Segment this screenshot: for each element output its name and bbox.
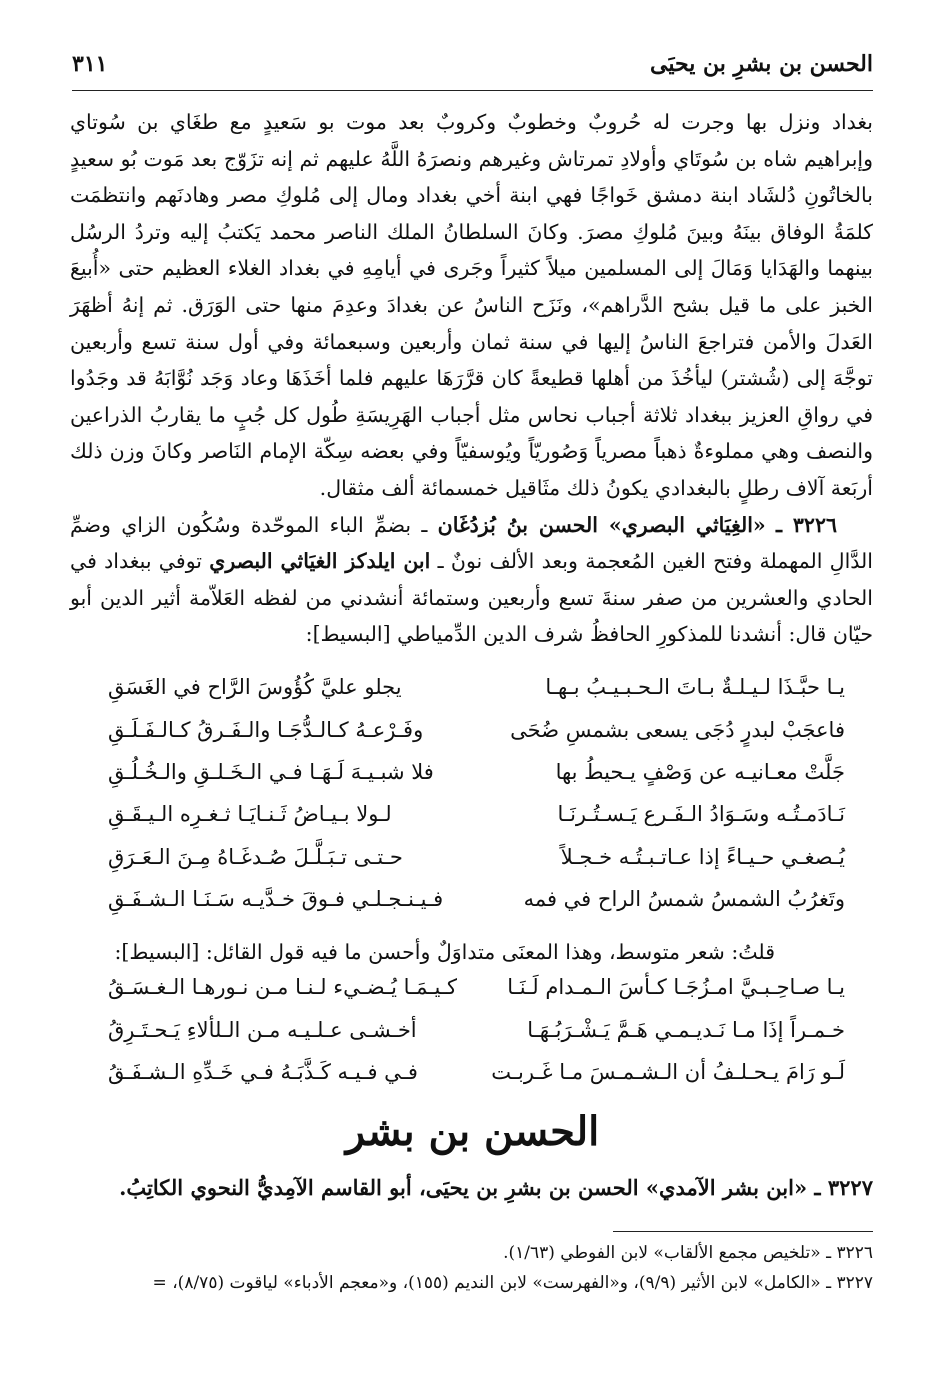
- main-text: [70, 104, 873, 653]
- comment: قلتُ: شعر متوسط، وهذا المعنَى متداوَلٌ وأحسن ما فيه قول القائل: [البسيط]:: [114, 940, 775, 964]
- verse-first-hemistich: وتَغرُبُ الشمسُ شمسُ الراح في فمه: [523, 887, 845, 912]
- verse-second-hemistich: حـتـى تـبَـلَّـلَ صُـدغَـاهُ مِـنَ الـعَـرَقِ: [108, 844, 403, 869]
- verse-first-hemistich: يـا حبَّـذَا لـيـلـةٌ بـاتَ الـحـبـيـبُ بـهـا: [545, 675, 845, 700]
- verse-second-hemistich: كـيـمَـا يُـضـيء لـنـا مـن نـورهـا الـغـسَـقُ: [108, 975, 457, 1000]
- entry-name: ابن ايلدكز الغيَاثي البصري: [209, 549, 431, 574]
- verse: [108, 966, 845, 1008]
- paragraph-1: بغداد ونزل بها وجرت له حُروبٌ وخطوبٌ وكروبٌ بعد موت بو سَعيدٍ مع طغَاي بن سُوتاي وإبراهيم شاه بن سُوتَاي وأولادِ تمرتاش وغيرهم ونصرَهُ اللَّهُ عليهم ثم إنه تزَوّج بعد مَوت بُو سعيدٍ بالخاتُونِ دُلشَاد ابنة دمشق خَواجًا فهي ابنة أخي بغداد ومال إلى مُلوكِ مصر وهادنَهم وانتظمَت كلمَةُ الوفاق بينَهُ وبينَ مُلوكِ مصرَ. وكانَ السلطانُ الملك الناصر محمد يَكتبُ إليه وتردُ الرسُل بينهما والهَدَايا وَمَالَ إلى المسلمين ميلاً كثيراً وجَرى في أيامِهِ في بغداد الغلاء العظيم حتى «أُبيعَ الخبز على ما قيل بشح الدَّراهم»، ونَزَح الناسُ عن بغدادَ وعدِمَ منها حتى الوَرَق. ثم إنهُ أظهَرَ العَدلَ والأمن فتراجعَ الناسُ إليها في سنة ثمان وأربعين وسبعمائة وفي أول سنة تسع وأربعين توجَّهَ إلى (شُشتر) ليأخُذَ من أهلها قطيعةً كان قرَّرَهَا عليهم فلما أخَذَهَا وعاد وَجَد نُوَّابَهُ قد وجَدُوا في رواقِ العزيز ببغداد ثلاثة أجباب نحاس مثل أجباب الهَرِيسَةِ طُول كل جُبٍ ما يقاربُ الذراعين والنصف وهي مملوءةٌ ذهباً مصرياً وَصُوريّاً ويُوسفيّاً وفي بعضه سِكّة الإمام النَاصر وكانَ وزن ذلك أربَعة آلاف رطلٍ بالبغدادي يكونُ ذلك مثَاقيل خمسمائة ألف مثقال.: [70, 110, 873, 500]
- verse-second-hemistich: وفَـرْعـهُ كـالـدُّجَـا والـفَـرقُ كـالـفَـلَـقِ: [108, 717, 424, 742]
- verse-first-hemistich: يـا صـاحِـبـيَّ امـزُجَـا كـأسَ الـمـدام لَـنَـا: [507, 975, 845, 1000]
- entry-3227: ٣٢٢٧ ـ «ابن بشر الآمدي» الحسن بن بشرِ بن يحيَى، أبو القاسم الآمِديُّ النحوي الكاتِبُ.: [119, 1175, 873, 1200]
- verse-second-hemistich: أخـشـى عـلـيـه مـن الـلألاءِ يَـحـتَـرِقُ: [108, 1017, 417, 1042]
- footnote: ٣٢٢٧ ـ «الكامل» لابن الأثير (٩/٩)، و«الفهرست» لابن النديم (١٥٥)، و«معجم الأدباء» لياقوت (٨/٧٥)، =: [152, 1273, 873, 1293]
- verse-second-hemistich: فـيـنـجـلـي فـوقَ خـدَّيـه سَـنَـا الـشـفَـقِ: [108, 887, 444, 912]
- entry-text: توفي ببغداد في الحادي والعشرين من صفر سنةَ تسع وأربعين وستمائة أنشدني من لفظه العَلاّمة أثير الدين أبو حيّان قال: أنشدنا للمذكورِ الحافظُ شرف الدين الدِّمياطي [البسيط]:: [70, 549, 873, 647]
- verse: [108, 836, 845, 878]
- verse: [108, 1008, 845, 1050]
- verse: [108, 751, 845, 793]
- entry-number: ٣٢٢٦ ـ: [776, 512, 837, 537]
- verse: [108, 666, 845, 708]
- header-rule: [72, 90, 873, 91]
- entry-title: «الغِيَاثي البصري» الحسن بنُ بُزدُغَان: [437, 512, 766, 537]
- verse-first-hemistich: لَـو رَامَ يـحـلـفُ أن الـشـمـسَ مـا غَـربـت: [491, 1059, 845, 1084]
- poem-1: [108, 666, 845, 920]
- entry-3226: [70, 507, 873, 653]
- footnotes: [62, 1238, 873, 1298]
- entry-text: ـ بضمِّ الباء الموحّدة وسُكُون الزاي وضمِّ الدَّالِ المهملة وفتح الغين المُعجمة وبعد الألف نونٌ ـ: [70, 512, 873, 574]
- page-number: ٣١١: [72, 51, 108, 77]
- verse-first-hemistich: خـمـراً إذَا مـا نَـديـمـي هَـمَّ يَـشْـرَبُـهَـا: [527, 1017, 845, 1042]
- footnote: ٣٢٢٦ ـ «تلخيص مجمع الألقاب» لابن الفوطي (١/٦٣).: [503, 1243, 873, 1263]
- section-heading: الحسن بن بشر: [345, 1108, 600, 1155]
- poem-2: [108, 966, 845, 1093]
- verse-first-hemistich: نَـادَمـتُـه وسَـوَادُ الـفَـرع يَـسـتُـرنَـا: [557, 802, 845, 827]
- verse-second-hemistich: يجلو عليَّ كُؤُوسَ الرَّاح في الغَسَقِ: [108, 675, 402, 700]
- running-head: [72, 44, 873, 84]
- verse-first-hemistich: جَلَّتْ معـانيـه عن وَصْفٍ يـحيطُ بها: [555, 759, 845, 784]
- verse-second-hemistich: فـي فـيـه كَـذَّبَـهُ فـي خَـدِّهِ الـشـفَـقُ: [108, 1059, 418, 1084]
- verse-second-hemistich: لـولا بـيـاضُ ثَـنـايَـا ثـغـرِه الـيـقَـقِ: [108, 802, 392, 827]
- verse: [108, 878, 845, 920]
- verse: [108, 1051, 845, 1093]
- verse-second-hemistich: فلا شبـيـهَ لَـهَـا فـي الـخَـلـقِ والـخُـلُـقِ: [108, 759, 434, 784]
- verse-first-hemistich: فاعجَبْ لبدرٍ دُجَى يسعى بشمسِ ضُحَى: [510, 717, 845, 742]
- verse: [108, 793, 845, 835]
- verse-first-hemistich: يُـصغـي حـيـاءً إذا عـاتـبـتُـه خـجـلاً: [560, 844, 845, 869]
- footnote-rule: [613, 1231, 873, 1232]
- running-title: الحسن بن بشرِ بن يحيَى: [650, 51, 873, 77]
- verse: [108, 708, 845, 750]
